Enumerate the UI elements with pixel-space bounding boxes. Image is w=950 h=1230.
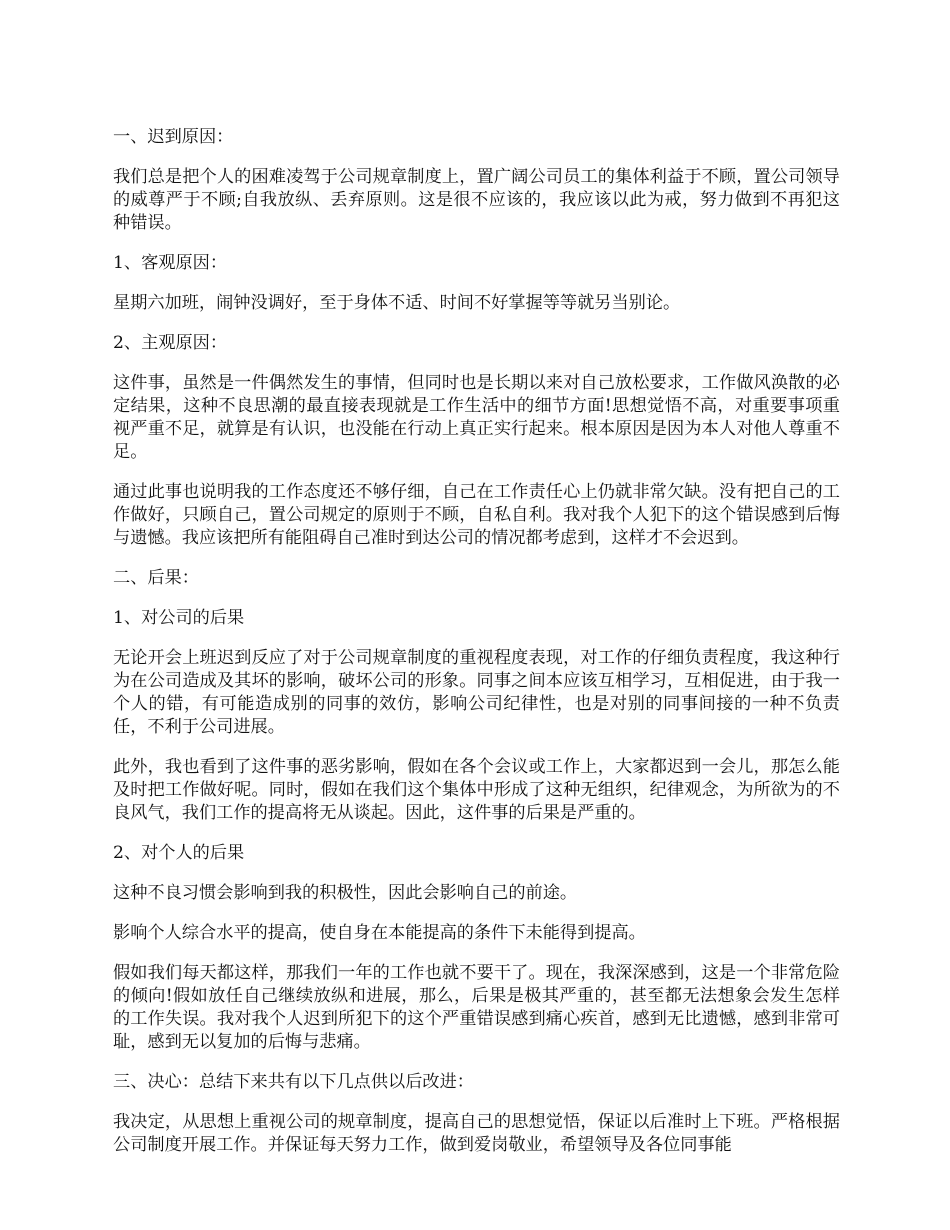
section-heading-consequences: 二、后果： <box>113 568 199 588</box>
section-heading-lateness-reasons: 一、迟到原因： <box>113 127 234 147</box>
document-page <box>113 126 840 1174</box>
paragraph-bad-influence: 此外，我也看到了这件事的恶劣影响，假如在各个会议或工作上，大家都迟到一会儿，那怎么能及时把工作做好呢。同时，假如在我们这个集体中形成了这种无组织，纪律观念，为所欲为的不良风气，我们工作的提高将无从谈起。因此，这件事的后果是严重的。 <box>113 757 840 823</box>
section-heading-resolution: 三、决心：总结下来共有以下几点供以后改进： <box>113 1072 474 1092</box>
subheading-objective-reasons: 1、客观原因： <box>113 253 228 273</box>
paragraph-intro: 我们总是把个人的困难凌驾于公司规章制度上，置广阔公司员工的集体利益于不顾，置公司领导的威尊严于不顾;自我放纵、丢弃原则。这是很不应该的，我应该以此为戒，努力做到不再犯这种错误。 <box>113 167 840 233</box>
paragraph-personal-impact: 这种不良习惯会影响到我的积极性，因此会影响自己的前途。 <box>113 883 578 903</box>
subheading-company-consequences: 1、对公司的后果 <box>113 608 245 628</box>
paragraph-subjective: 这件事，虽然是一件偶然发生的事情，但同时也是长期以来对自己放松要求，工作做风涣散的必定结果，这种不良思潮的最直接表现就是工作生活中的细节方面!思想觉悟不高，对重要事项重视严重不足，就算是有认识，也没能在行动上真正实行起来。根本原因是因为本人对他人尊重不足。 <box>113 373 840 462</box>
paragraph-regret: 假如我们每天都这样，那我们一年的工作也就不要干了。现在，我深深感到，这是一个非常危险的倾向!假如放任自己继续放纵和进展，那么，后果是极其严重的，甚至都无法想象会发生怎样的工作失误。我对我个人迟到所犯下的这个严重错误感到痛心疾首，感到无比遗憾，感到非常可耻，感到无以复加的后悔与悲痛。 <box>113 963 840 1052</box>
paragraph-personal-growth: 影响个人综合水平的提高，使自身在本能提高的条件下未能得到提高。 <box>113 923 646 943</box>
paragraph-objective: 星期六加班，闹钟没调好，至于身体不适、时间不好掌握等等就另当别论。 <box>113 293 681 313</box>
paragraph-resolution: 我决定，从思想上重视公司的规章制度，提高自己的思想觉悟，保证以后准时上下班。严格根据公司制度开展工作。并保证每天努力工作，做到爱岗敬业，希望领导及各位同事能 <box>113 1112 840 1155</box>
subheading-subjective-reasons: 2、主观原因： <box>113 333 228 353</box>
paragraph-work-attitude: 通过此事也说明我的工作态度还不够仔细，自己在工作责任心上仍就非常欠缺。没有把自己的工作做好，只顾自己，置公司规定的原则于不顾，自私自利。我对我个人犯下的这个错误感到后悔与遗憾。我应该把所有能阻碍自己准时到达公司的情况都考虑到，这样才不会迟到。 <box>113 482 840 548</box>
paragraph-company-impact: 无论开会上班迟到反应了对于公司规章制度的重视程度表现，对工作的仔细负责程度，我这种行为在公司造成及其坏的影响，破坏公司的形象。同事之间本应该互相学习，互相促进，由于我一个人的错，有可能造成别的同事的效仿，影响公司纪律性，也是对别的同事间接的一种不负责任，不利于公司进展。 <box>113 648 840 737</box>
subheading-personal-consequences: 2、对个人的后果 <box>113 843 245 863</box>
